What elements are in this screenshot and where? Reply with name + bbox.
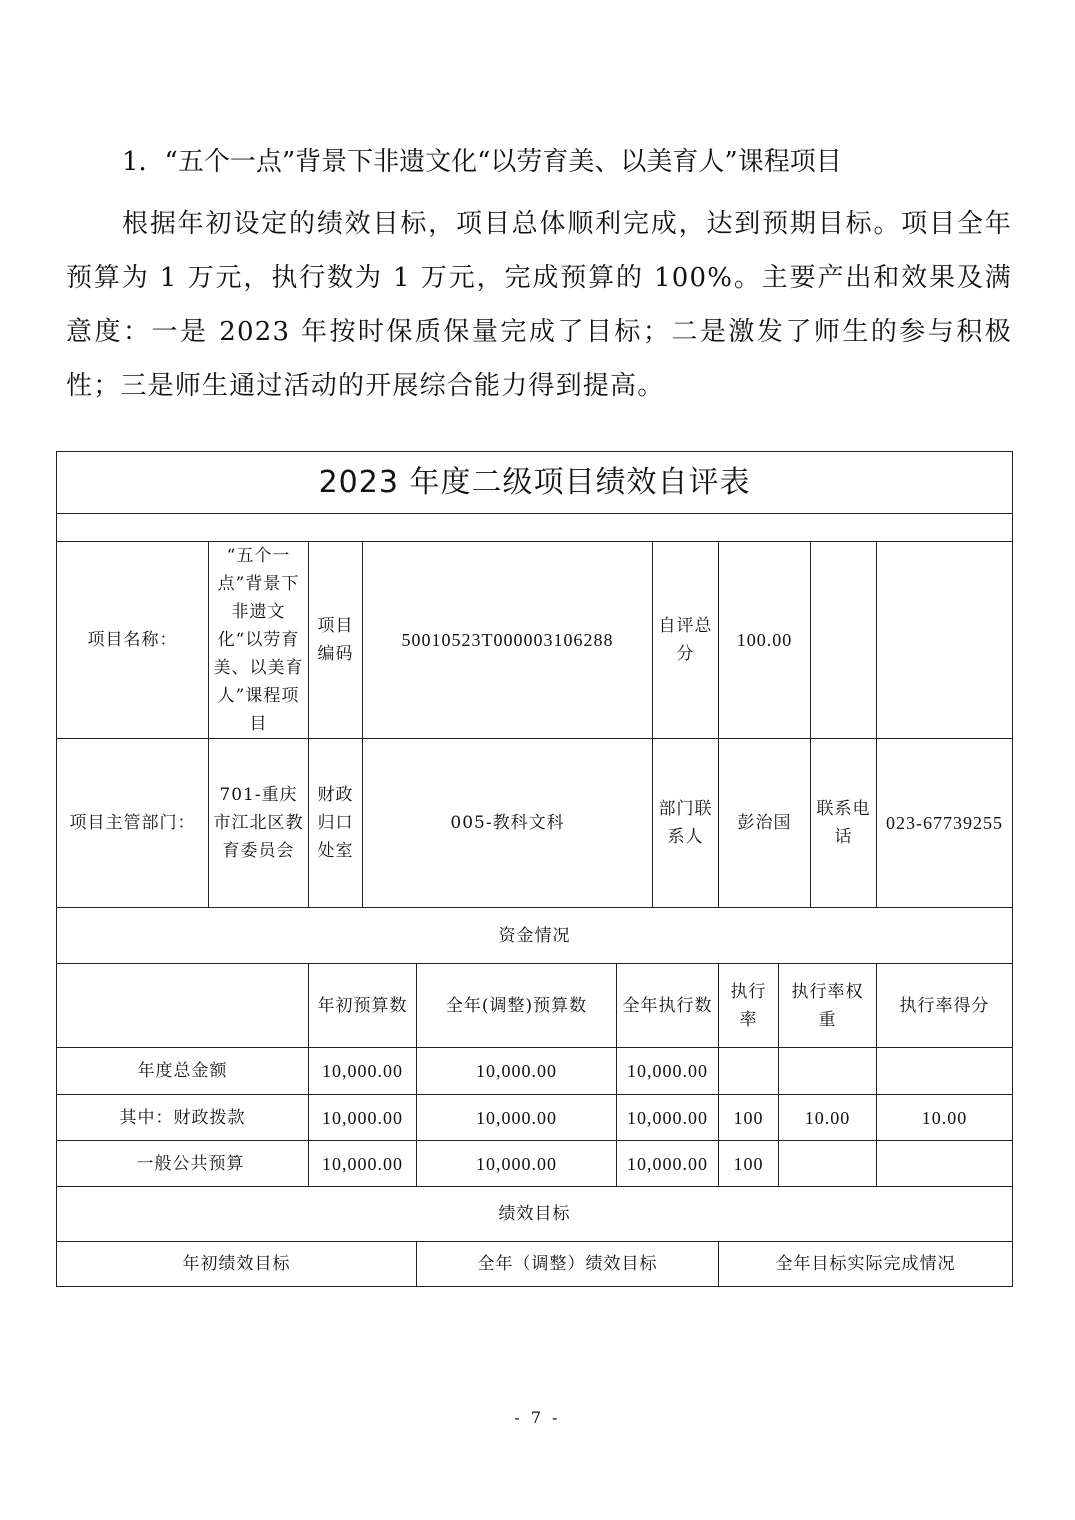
office-value: 005-教科文科	[363, 739, 653, 908]
dept-label: 项目主管部门：	[57, 739, 209, 908]
cell-rate: 100	[719, 1141, 779, 1187]
col-initial-budget: 年初预算数	[309, 964, 417, 1048]
cell-adjusted: 10,000.00	[417, 1048, 617, 1095]
table-title: 2023 年度二级项目绩效自评表	[57, 452, 1013, 514]
col-rate-score: 执行率得分	[877, 964, 1013, 1048]
cell-executed: 10,000.00	[617, 1141, 719, 1187]
summary-paragraph: 根据年初设定的绩效目标，项目总体顺利完成，达到预期目标。项目全年预算为 1 万元，执行数为 1 万元，完成预算的 100%。主要产出和效果及满意度：一是 2023 年按时保质保量完成了目标；二是激发了师生的参与积极性；三是师生通过活动的开展综合能力得到提高。	[66, 209, 1012, 401]
contact-label: 部门联系人	[653, 739, 719, 908]
cell-initial: 10,000.00	[309, 1141, 417, 1187]
project-name-label: 项目名称：	[57, 542, 209, 739]
section-heading: 1．“五个一点”背景下非遗文化“以劳育美、以美育人”课程项目	[122, 147, 842, 177]
cell-executed: 10,000.00	[617, 1048, 719, 1095]
col-exec-rate: 执行率	[719, 964, 779, 1048]
row-label: 其中：财政拨款	[57, 1095, 309, 1141]
goal-col-actual: 全年目标实际完成情况	[719, 1242, 1013, 1287]
project-name: “五个一点”背景下非遗文化“以劳育美、以美育人”课程项目	[209, 542, 309, 739]
cell-adjusted: 10,000.00	[417, 1095, 617, 1141]
goals-section-header: 绩效目标	[57, 1187, 1013, 1242]
cell-adjusted: 10,000.00	[417, 1141, 617, 1187]
cell-rate	[719, 1048, 779, 1095]
cell-weight	[779, 1048, 877, 1095]
cell-score	[877, 1141, 1013, 1187]
project-code-label: 项目编码	[309, 542, 363, 739]
col-executed: 全年执行数	[617, 964, 719, 1048]
cell-rate: 100	[719, 1095, 779, 1141]
cell-initial: 10,000.00	[309, 1095, 417, 1141]
goal-col-adjusted: 全年（调整）绩效目标	[417, 1242, 719, 1287]
empty-cell	[811, 542, 877, 739]
cell-weight	[779, 1141, 877, 1187]
cell-score: 10.00	[877, 1095, 1013, 1141]
row-label: 年度总金额	[57, 1048, 309, 1095]
phone-value: 023-67739255	[877, 739, 1013, 908]
project-code: 50010523T000003106288	[363, 542, 653, 739]
cell-initial: 10,000.00	[309, 1048, 417, 1095]
col-rate-weight: 执行率权重	[779, 964, 877, 1048]
col-adjusted-budget: 全年(调整)预算数	[417, 964, 617, 1048]
office-label: 财政归口处室	[309, 739, 363, 908]
dept-value: 701-重庆市江北区教育委员会	[209, 739, 309, 908]
cell-executed: 10,000.00	[617, 1095, 719, 1141]
contact-value: 彭治国	[719, 739, 811, 908]
performance-evaluation-table	[56, 451, 1013, 1287]
self-score-label: 自评总分	[653, 542, 719, 739]
phone-label: 联系电话	[811, 739, 877, 908]
funds-header-blank	[57, 964, 309, 1048]
row-label: 一般公共预算	[57, 1141, 309, 1187]
goal-col-initial: 年初绩效目标	[57, 1242, 417, 1287]
cell-weight: 10.00	[779, 1095, 877, 1141]
self-score: 100.00	[719, 542, 811, 739]
blank-row	[57, 514, 1013, 542]
funds-section-header: 资金情况	[57, 908, 1013, 964]
cell-score	[877, 1048, 1013, 1095]
page-number: - 7 -	[514, 1408, 561, 1427]
empty-cell	[877, 542, 1013, 739]
